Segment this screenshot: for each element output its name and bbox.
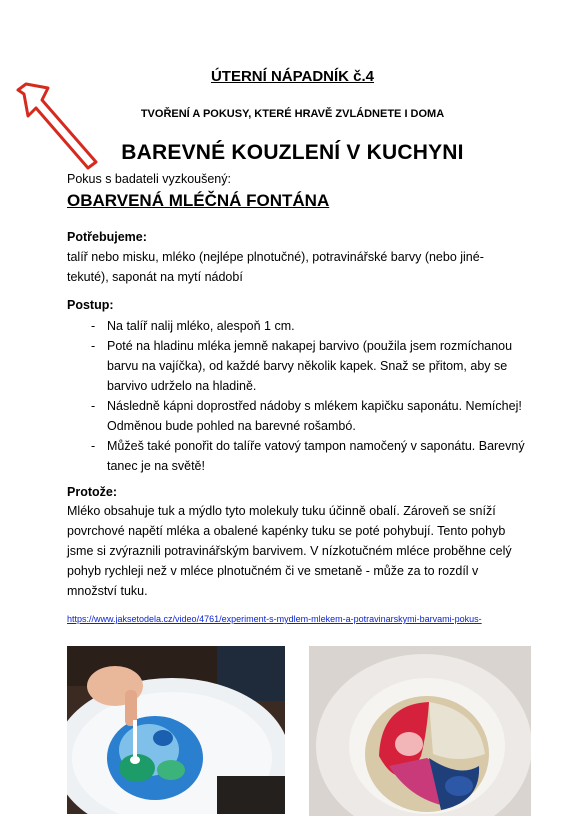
step-text: Poté na hladinu mléka jemně nakapej barvivo (použila jsem rozmíchanou barvu na vajíčka), od každé barvy několik kapek. Snaž se přitom, aby se barvivo udrželo na hladině. [107,339,513,393]
needs-heading: Potřebujeme: [67,230,147,244]
list-dash: - [91,319,96,333]
method-list [67,316,527,476]
because-text: Mléko obsahuje tuk a mýdlo tyto molekuly tuku účinně obalí. Zároveň se sníží povrchové napětí mléka a obalené kapénky tuku se poté pohybují. Tento pohyb jsme si zvýraznili potravinářským barvivem. V nízkotučném mléce proběhne celý pohyb rychleji než v mléce plnotučném či ve smetaně - může za to rozdíl v množství tuku. [67,504,512,598]
list-dash: - [91,399,96,413]
list-item [67,396,527,436]
list-item [67,316,527,336]
intro-text: Pokus s badateli vyzkoušený: [67,172,231,186]
method-heading: Postup: [67,298,114,312]
step-text: Na talíř nalij mléko, alespoň 1 cm. [107,319,295,333]
list-item [67,336,527,396]
list-item [67,436,527,476]
header-subtitle: TVOŘENÍ A POKUSY, KTERÉ HRAVĚ ZVLÁDNETE I DOMA [140,108,445,120]
because-heading: Protože: [67,485,117,499]
header-title: ÚTERNÍ NÁPADNÍK č.4 [210,68,375,85]
step-text: Následně kápni doprostřed nádoby s mlékem kapičku saponátu. Nemíchej! Odměnou bude pohled na barevné rošambó. [107,399,522,433]
needs-text: talíř nebo misku, mléko (nejlépe plnotučné), potravinářské barvy (nebo jiné- tekuté), saponát na mytí nádobí [67,250,484,284]
milk-experiment-photo-left [67,646,285,814]
experiment-title: OBARVENÁ MLÉČNÁ FONTÁNA [67,191,330,210]
red-arrow-icon [14,78,102,172]
main-title: BAREVNÉ KOUZLENÍ V KUCHYNI [121,141,464,164]
source-link[interactable]: https://www.jaksetodela.cz/video/4761/experiment-s-mydlem-mlekem-a-potravinarskymi-barvami-pokus- [67,614,482,624]
list-dash: - [91,439,96,453]
step-text: Můžeš také ponořit do talíře vatový tampon namočený v saponátu. Barevný tanec je na světě! [107,439,525,473]
list-dash: - [91,339,96,353]
milk-experiment-photo-right [309,646,531,816]
